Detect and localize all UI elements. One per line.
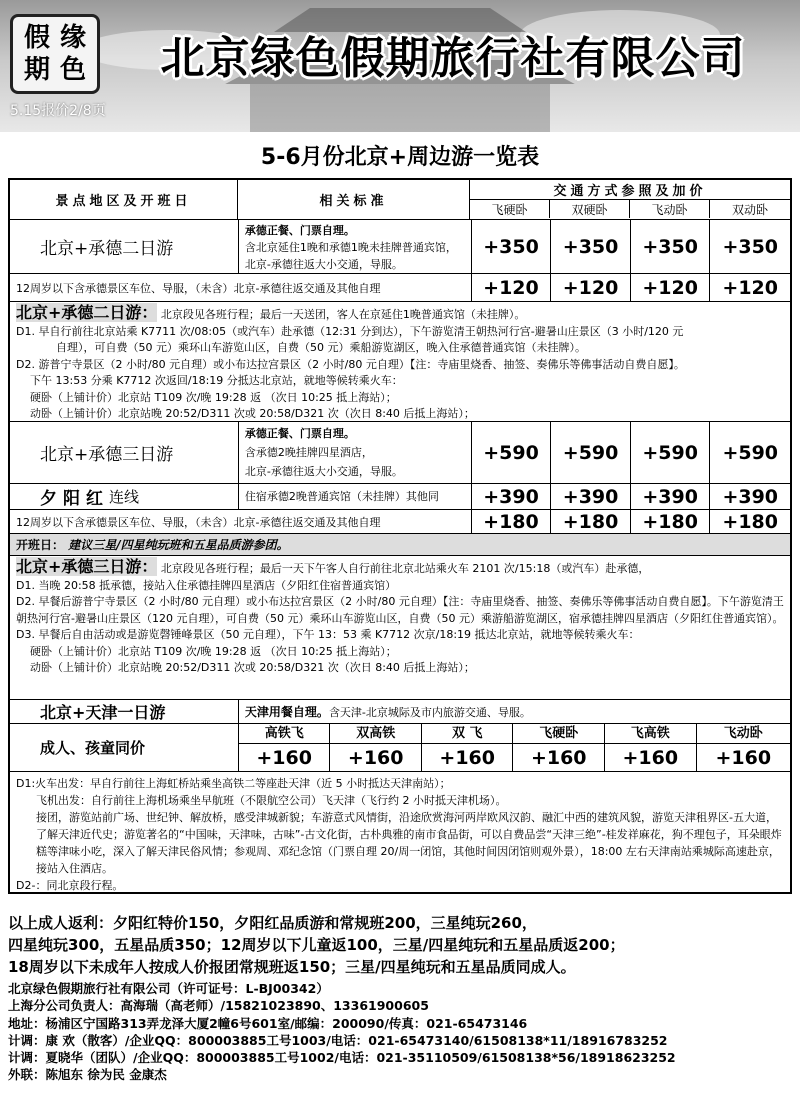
- transport-type: 双 飞: [422, 724, 513, 744]
- contact-line: 北京绿色假期旅行社有限公司（许可证号：L-BJ00342）: [8, 981, 329, 996]
- summary-line: 四星纯玩300，五星品质350；12周岁以下儿童返100，三星/四星纯玩和五星品质返200；: [8, 936, 625, 954]
- price-cell: +590: [631, 422, 711, 483]
- section-intro: 北京段见各班行程；最后一天下午客人自行前往北京北站乘火车 2101 次/15:18（或汽车）赴承德，: [160, 562, 650, 575]
- open-date-note: [10, 534, 790, 556]
- standard-text: 含北京延住1晚和承德1晚未挂牌普通宾馆，北京-承德往返大小交通，导服。: [244, 241, 457, 271]
- price-cell: +180: [472, 510, 552, 533]
- table-row: [10, 422, 790, 484]
- table-header-row: [10, 180, 790, 220]
- transport-type: 双动卧: [731, 202, 768, 217]
- price-cell: +180: [722, 510, 779, 533]
- contact-info: [8, 980, 792, 1084]
- price-cell: +590: [551, 422, 631, 483]
- table-row: [10, 700, 790, 724]
- itinerary-line: D3. 早餐后自由活动或是游览磬锤峰景区（50 元自理），下午 13：53 乘 K7712 次京/18:19 抵达北京站，就地等候转乘火车：: [16, 628, 640, 641]
- summary-line: 18周岁以下未成年人按成人价报团常规班返150；三星/四星纯玩和五星品质同成人。: [8, 958, 576, 976]
- summary-line: 以上成人返利：夕阳红特价150，夕阳红品质游和常规班200，三星纯玩260，: [8, 914, 537, 932]
- price-value: +160: [622, 747, 679, 769]
- itinerary-line: D1. 早自行前往北京站乘 K7711 次/08:05（或汽车）赴承德（12:31 分到达），下午游览清王朝热河行宫-避暑山庄景区（3 小时/120 元: [16, 324, 684, 338]
- tour-standard: [239, 220, 472, 273]
- itinerary-line: 接团，游览站前广场、世纪钟、解放桥，感受津城新貌；车游意式风情街，沿途欣赏海河两岸欧风汉韵、融汇中西的建筑风貌，游览天津租界区-五大道，了解天津近代史；游览著名的“中国味，天津味，古味”-古文化街，古朴典雅的南市食品街，可以自费品尝“天津三绝”-桂发祥麻花，狗不理包子，耳朵眼炸糕等津味小吃，深入了解天津民俗风情；参观周、邓纪念馆（门票自理 20/周一闭馆，其他时间因闭馆则观外景），18:00 左右天津南站乘城际高速赴京，接站入住酒店。: [36, 811, 782, 875]
- tour-name: [10, 484, 239, 509]
- itinerary-line: 硬卧（上铺计价）北京站 T109 次/晚 19:28 返 （次日 10:25 抵上海站）；: [30, 390, 397, 404]
- price-value: +160: [530, 747, 587, 769]
- child-note: 12周岁以下含承德景区车位、导服，（未含）北京-承德往返交通及其他自理: [10, 510, 472, 533]
- table-row: [10, 724, 790, 772]
- price-cell: +120: [551, 274, 631, 301]
- child-note: 12周岁以下含承德景区车位、导服，（未含）北京-承德往返交通及其他自理: [10, 274, 472, 301]
- price-cell: +590: [722, 441, 779, 464]
- rebate-summary: [8, 912, 792, 978]
- price-cell: [422, 724, 514, 771]
- itinerary-line: 动卧（上铺计价）北京站晚 20:52/D311 次或 20:58/D321 次（次日 8:40 后抵上海站）；: [30, 661, 475, 674]
- sunset-suffix: 连线: [109, 488, 140, 506]
- price-cell: +180: [551, 510, 631, 533]
- standard-text: 含承德2晚挂牌四星酒店，: [244, 446, 373, 459]
- open-date-text: 建议三星/四星纯玩班和五星品质游参团。: [68, 538, 289, 552]
- price-cell: +350: [472, 220, 552, 273]
- standard-bold: 承德正餐、门票自理。: [244, 427, 355, 440]
- col-header-transport-group: [470, 180, 790, 219]
- price-value: +160: [439, 747, 496, 769]
- table-row: [10, 484, 790, 510]
- price-cell: +120: [722, 276, 779, 299]
- price-cell: +180: [631, 510, 711, 533]
- tour-name: 北京+承德二日游: [10, 220, 239, 273]
- company-seal-logo: 假 缘 期 色: [10, 14, 100, 94]
- price-cell: [697, 724, 791, 771]
- itinerary-line: D2. 早餐后游普宁寺景区（2 小时/80 元自理）或小布达拉宫景区（2 小时/80 元自理）【注：寺庙里烧香、抽签、奏佛乐等佛事活动自费自愿】。下午游览清王朝热河行宫-避暑山庄景区（120 元自理），可自费（50 元）乘环山车游览山区，自费（50 元）乘游船游览湖区，宿承德挂牌四星酒店（夕阳红住普通宾馆）。: [16, 595, 784, 625]
- price-cell: [330, 724, 422, 771]
- col-header-transport: 交通方式参照及加价: [470, 180, 790, 200]
- transport-type: 飞动卧: [697, 724, 791, 744]
- itinerary-detail: [10, 772, 790, 892]
- price-cell: [605, 724, 697, 771]
- table-row: [10, 274, 790, 302]
- tour-name: 北京+天津一日游: [10, 700, 239, 723]
- price-cell: +390: [631, 484, 711, 509]
- transport-type: 飞硬卧: [470, 200, 550, 218]
- price-cell: +120: [472, 274, 552, 301]
- contact-line: 计调：康 欢（散客）/企业QQ：800003885工号1003/电话：021-65473140/61508138*11/18916783252: [8, 1032, 668, 1048]
- itinerary-detail: [10, 302, 790, 422]
- itinerary-line: D1. 当晚 20:58 抵承德，接站入住承德挂牌四星酒店（夕阳红住宿普通宾馆）: [16, 578, 397, 592]
- company-title: 北京绿色假期旅行社有限公司: [160, 33, 746, 84]
- itinerary-line: 动卧（上铺计价）北京站晚 20:52/D311 次或 20:58/D321 次（次日 8:40 后抵上海站）；: [30, 407, 475, 420]
- price-cell: +390: [722, 485, 779, 508]
- standard-text: 含天津-北京城际及市内旅游交通、导服。: [328, 705, 531, 719]
- transport-type: 飞动卧: [630, 200, 710, 218]
- price-value: +160: [715, 747, 772, 769]
- standard-text: 北京-承德往返大小交通，导服。: [244, 465, 403, 478]
- transport-type: 双高铁: [330, 724, 421, 744]
- table-row: [10, 220, 790, 274]
- open-date-label: 开班日：: [16, 538, 65, 552]
- tour-standard: [239, 422, 472, 483]
- itinerary-line: D2. 游普宁寺景区（2 小时/80 元自理）或小布达拉宫景区（2 小时/80 元自理）【注：寺庙里烧香、抽签、奏佛乐等佛事活动自费自愿】。: [16, 357, 685, 371]
- tour-name: 北京+承德三日游: [10, 422, 239, 483]
- contact-line: 地址：杨浦区宁国路313弄龙泽大厦2幢6号601室/邮编：200090/传真：021-65473146: [8, 1015, 528, 1031]
- price-cell: +350: [722, 235, 779, 258]
- price-cell: +120: [631, 274, 711, 301]
- contact-line: 计调：夏晓华（团队）/企业QQ：800003885工号1002/电话：021-35110509/61508138*56/18918623252: [8, 1050, 676, 1066]
- tour-standard: [239, 700, 790, 723]
- section-title: 北京+承德二日游：: [16, 303, 158, 322]
- section-title: 北京+承德三日游：: [16, 557, 158, 576]
- transport-type: 双硬卧: [550, 200, 630, 218]
- contact-line: 上海分公司负责人：高海瑞（高老师）/15821023890、13361900605: [8, 998, 429, 1014]
- gate-body-image: [250, 84, 550, 132]
- price-label: 成人、孩童同价: [10, 724, 239, 771]
- tour-table: [8, 178, 792, 894]
- price-page-tag: 5.15报价2/8页: [10, 103, 106, 119]
- tour-standard: 住宿承德2晚普通宾馆（未挂牌）其他同: [239, 484, 472, 509]
- itinerary-line: 飞机出发：自行前往上海机场乘坐早航班（不限航空公司）飞天津（飞行约 2 小时抵天津机场）。: [36, 794, 507, 807]
- itinerary-line: 自理），可自费（50 元）乘环山车游览山区，自费（50 元）乘船游览湖区，晚入住承德普通宾馆（未挂牌）。: [56, 341, 586, 354]
- transport-type: 飞高铁: [605, 724, 696, 744]
- price-cell: +590: [472, 422, 552, 483]
- itinerary-detail: [10, 556, 790, 700]
- table-row: [10, 510, 790, 534]
- contact-line: 外联：陈旭东 徐为民 金康杰: [8, 1067, 167, 1083]
- itinerary-line: D2-：同北京段行程。: [16, 879, 124, 892]
- price-value: +160: [256, 747, 312, 769]
- itinerary-line: D1:火车出发：早自行前往上海虹桥站乘坐高铁二等座赴天津（近 5 小时抵达天津南站）；: [16, 777, 451, 790]
- header-banner: [0, 0, 800, 132]
- price-value: +160: [347, 747, 404, 769]
- price-cell: +350: [551, 220, 631, 273]
- sunset-label: 夕阳红: [40, 489, 109, 509]
- price-cell: [513, 724, 605, 771]
- transport-type: 飞硬卧: [513, 724, 604, 744]
- price-cell: [239, 724, 331, 771]
- itinerary-line: 下午 13:53 分乘 K7712 次返回/18:19 分抵达北京站，就地等候转乘火车：: [30, 374, 403, 387]
- section-intro: 北京段见各班行程；最后一天送团，客人在京延住1晚普通宾馆（未挂牌）。: [160, 308, 526, 321]
- transport-type: 高铁飞: [239, 724, 330, 744]
- standard-bold: 天津用餐自理。: [244, 705, 329, 719]
- price-cell: +350: [631, 220, 711, 273]
- col-header-standard: 相关标准: [238, 180, 470, 219]
- standard-bold: 承德正餐、门票自理。: [244, 224, 355, 237]
- col-header-spot: 景点地区及开班日: [10, 180, 238, 219]
- price-cell: +390: [551, 484, 631, 509]
- document-title: 5-6月份北京+周边游一览表: [260, 145, 540, 170]
- price-cell: +390: [472, 484, 552, 509]
- itinerary-line: 硬卧（上铺计价）北京站 T109 次/晚 19:28 返 （次日 10:25 抵上海站）；: [30, 644, 397, 658]
